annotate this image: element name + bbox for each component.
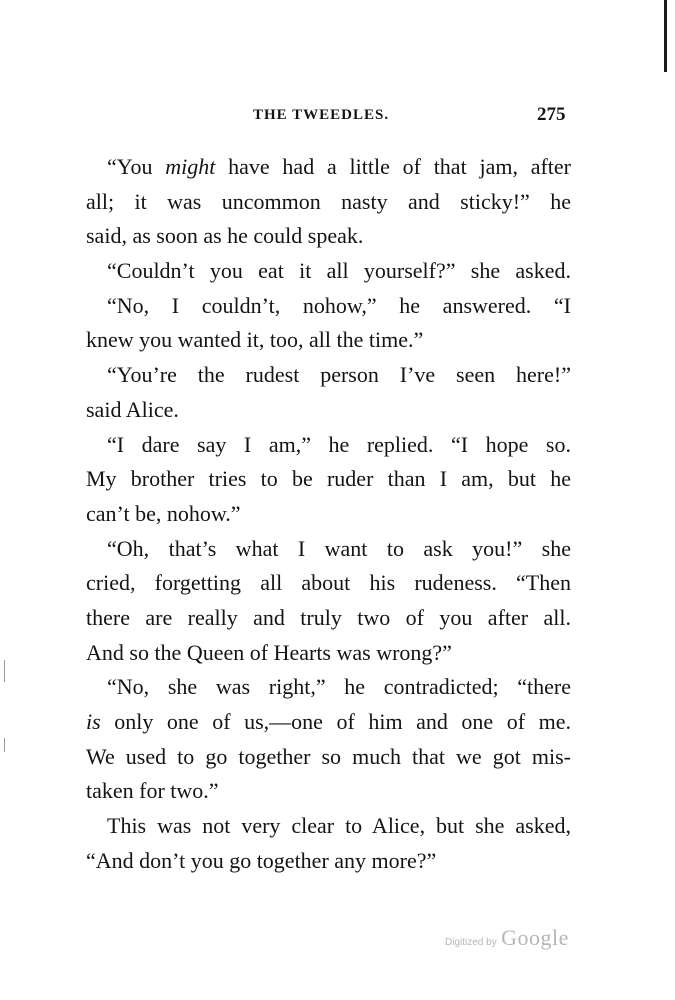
margin-mark	[4, 738, 5, 752]
text-line: “You’re the rudest person I’ve seen here!”	[107, 362, 571, 388]
text-line: My brother tries to be ruder than I am, but he	[86, 466, 571, 492]
text-line: all; it was uncommon nasty and sticky!” he	[86, 188, 571, 214]
body-text	[86, 150, 571, 878]
text-line: “And don’t you go together any more?”	[86, 847, 437, 873]
text-line: “You might have had a little of that jam, after	[107, 154, 572, 179]
text-line: And so the Queen of Hearts was wrong?”	[86, 639, 452, 665]
text-line: We used to go together so much that we got mis-	[86, 743, 571, 769]
text-line: said, as soon as he could speak.	[86, 223, 364, 249]
text-line: cried, forgetting all about his rudeness. “Then	[86, 570, 571, 596]
page-header	[0, 104, 675, 131]
text-line: is only one of us,—one of him and one of me.	[86, 709, 571, 734]
text-line: there are really and truly two of you after all.	[86, 604, 571, 630]
text-line: “Couldn’t you eat it all yourself?” she asked.	[107, 258, 571, 284]
margin-mark	[4, 660, 5, 682]
text-line: This was not very clear to Alice, but she asked,	[107, 813, 571, 839]
watermark-prefix: Digitized by	[445, 937, 497, 948]
text-line: “I dare say I am,” he replied. “I hope so.	[107, 431, 571, 457]
text-line: knew you wanted it, too, all the time.”	[86, 327, 424, 353]
page-number: 275	[537, 104, 566, 125]
emphasis: is	[86, 709, 101, 734]
emphasis: might	[165, 154, 216, 179]
text-line: “Oh, that’s what I want to ask you!” she	[107, 535, 571, 561]
text-line: “No, she was right,” he contradicted; “there	[107, 674, 571, 700]
running-title: THE TWEEDLES.	[253, 107, 390, 123]
text-line: “No, I couldn’t, nohow,” he answered. “I	[107, 292, 571, 318]
google-logo: Google	[501, 925, 569, 950]
text-line: said Alice.	[86, 396, 179, 422]
text-line: taken for two.”	[86, 778, 219, 804]
page-edge-line	[664, 0, 667, 72]
digitized-watermark	[445, 925, 569, 951]
text-line: can’t be, nohow.”	[86, 500, 241, 526]
